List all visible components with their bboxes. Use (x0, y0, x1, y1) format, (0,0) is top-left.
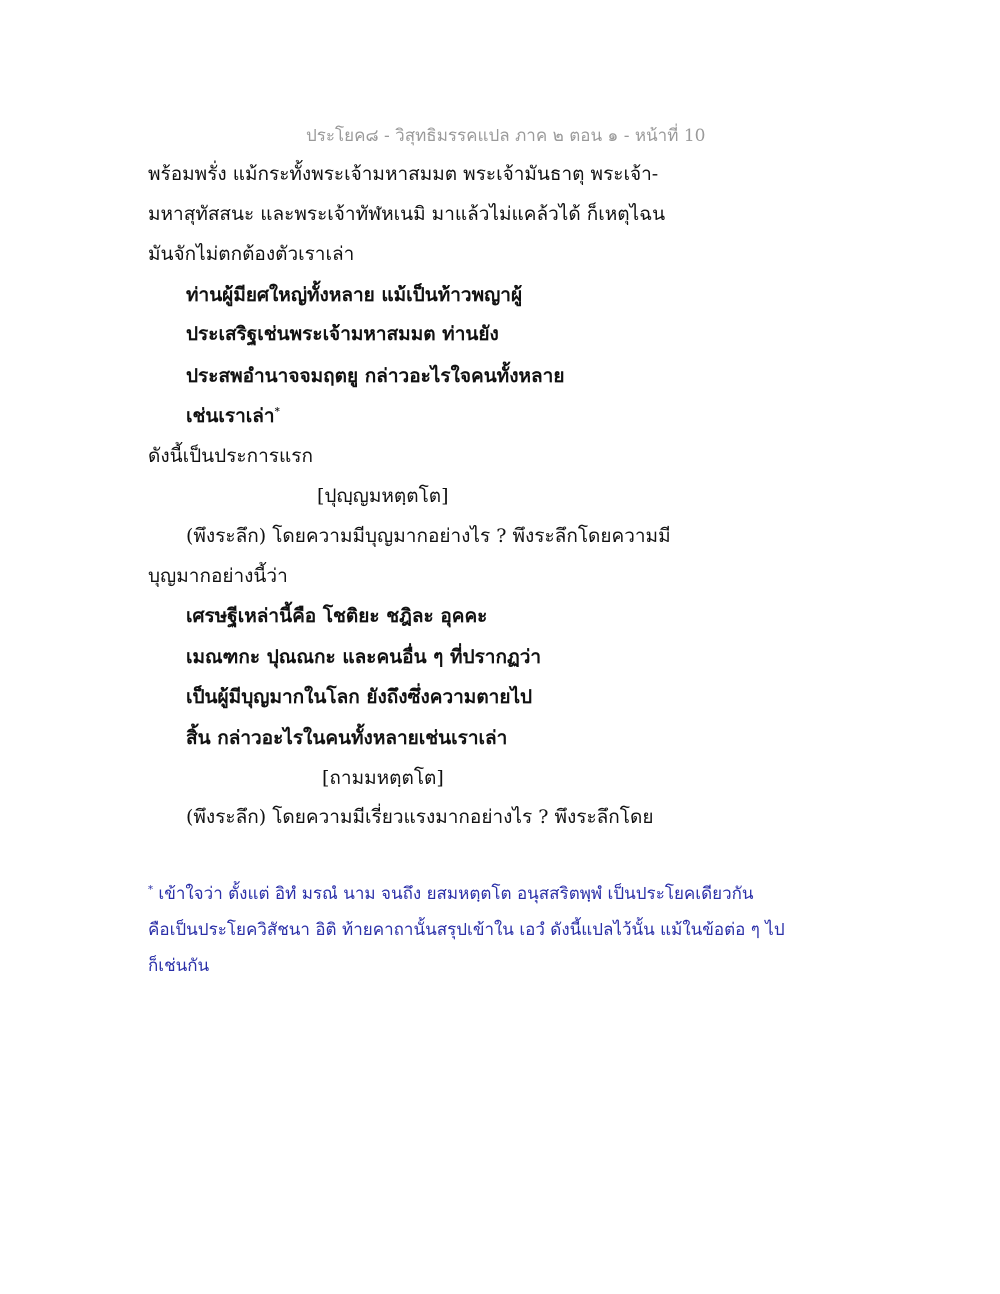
body-line: ดังนี้เป็นประการแรก (148, 445, 313, 467)
body-line: มหาสุทัสสนะ และพระเจ้าทัฬหเนมิ มาแล้วไม่แคล้วได้ ก็เหตุไฉน (148, 203, 666, 225)
verse-line (186, 404, 280, 428)
verse-line: สิ้น กล่าวอะไรในคนทั้งหลายเช่นเราเล่า (186, 727, 508, 749)
verse-text: เช่นเราเล่า (186, 405, 275, 427)
verse-line: ประเสริฐเช่นพระเจ้ามหาสมมต ท่านยัง (186, 323, 499, 345)
verse-line: เศรษฐีเหล่านี้คือ โชติยะ ชฎิละ อุคคะ (186, 605, 488, 627)
body-line: มันจักไม่ตกต้องตัวเราเล่า (148, 243, 355, 265)
page-header: ประโยค๘ - วิสุทธิมรรคแปล ภาค ๒ ตอน ๑ - หน้าที่ 10 (306, 126, 706, 146)
body-line: (พึงระลึก) โดยความมีเรี่ยวแรงมากอย่างไร ? พึงระลึกโดย (186, 806, 654, 828)
footnote-marker: * (148, 884, 153, 896)
body-line: พร้อมพรั่ง แม้กระทั้งพระเจ้ามหาสมมต พระเจ้ามันธาตุ พระเจ้า- (148, 163, 659, 185)
verse-line: เป็นผู้มีบุญมากในโลก ยังถึงซึ่งความตายไป (186, 686, 533, 708)
verse-line: เมณฑกะ ปุณณกะ และคนอื่น ๆ ที่ปรากฏว่า (186, 646, 542, 668)
footnote-line (148, 882, 754, 906)
verse-line: ท่านผู้มียศใหญ่ทั้งหลาย แม้เป็นท้าวพญาผู้ (186, 284, 523, 306)
section-heading: [ปุญฺญมหตฺตโต] (317, 485, 449, 507)
footnote-line: คือเป็นประโยควิสัชนา อิติ ท้ายคาถานั้นสรุปเข้าใน เอวํ ดังนี้แปลไว้นั้น แม้ในข้อต่อ ๆ ไป (148, 920, 785, 940)
footnote-text: เข้าใจว่า ตั้งแต่ อิทํ มรณํ นาม จนถึง ยสมหตฺตโต อนุสสริตพฺพํ เป็นประโยคเดียวกัน (158, 884, 754, 904)
footnote-marker: * (274, 406, 280, 418)
body-line: บุญมากอย่างนี้ว่า (148, 565, 288, 587)
footnote-line: ก็เช่นกัน (148, 956, 210, 976)
section-heading: [ถามมหตฺตโต] (322, 767, 444, 789)
body-line: (พึงระลึก) โดยความมีบุญมากอย่างไร ? พึงระลึกโดยความมี (186, 525, 671, 547)
verse-line: ประสพอำนาจจมฤตยู กล่าวอะไรใจคนทั้งหลาย (186, 365, 565, 387)
